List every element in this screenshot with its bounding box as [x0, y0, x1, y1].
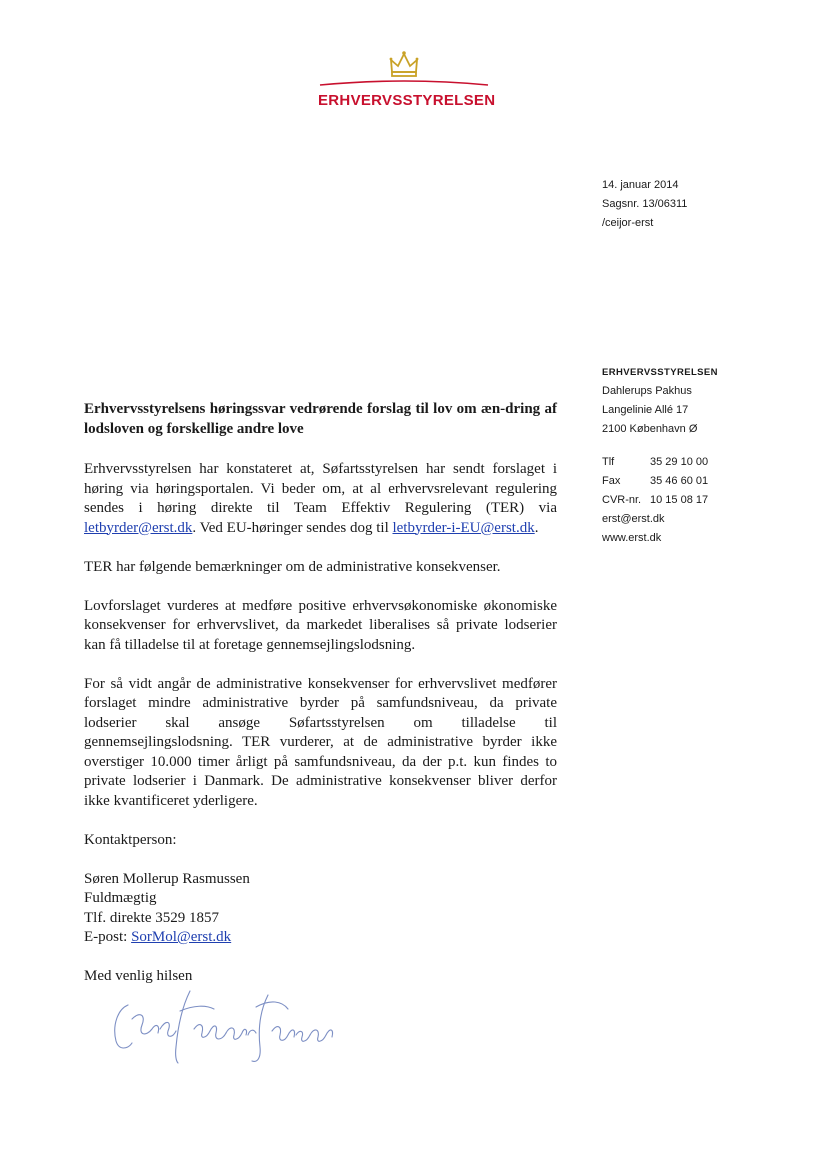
contact-row	[602, 472, 708, 491]
contact-row	[602, 491, 708, 510]
contact-label: CVR-nr.	[602, 494, 642, 506]
sender-website: www.erst.dk	[602, 532, 662, 544]
paragraph-text: . Ved EU-høringer sendes dog til	[192, 519, 393, 536]
contact-email-link[interactable]: SorMol@erst.dk	[131, 929, 232, 945]
contact-heading: Kontaktperson:	[84, 831, 177, 848]
contact-person	[84, 870, 557, 948]
sender-address-line: 2100 København Ø	[602, 423, 698, 435]
contact-name: Søren Mollerup Rasmussen	[84, 870, 250, 887]
sender-address-line: Langelinie Allé 17	[602, 404, 689, 416]
contact-label: Fax	[602, 475, 621, 487]
contact-label: Tlf	[602, 456, 615, 468]
paragraph-ter-remarks: TER har følgende bemærkninger om de administrative konsekvenser.	[84, 558, 501, 575]
paragraph-economic-consequences: Lovforslaget vurderes at medføre positive erhvervsøkonomiske økonomiske konsekvenser for erhvervslivet, da markedet liberalises så private lodserier kan få tilladelse til at foretage gennemsejlingslodsning.	[84, 597, 557, 653]
paragraph-administrative-consequences: For så vidt angår de administrative konsekvenser for erhvervslivet medfører forslaget mindre administrative byrder på samfundsniveau, da private lodserier skal ansøge Søfartsstyrelsen om tilladelse til gennemsejlingslodsning. TER vurderer, at de administrative byrder ikke overstiger 10.000 timer årligt på samfundsniveau, da der p.t. kun findes to private lodserier i Danmark. De administrative konsekvenser bliver derfor ikke kvantificeret yderligere.	[84, 675, 557, 809]
contact-phone: Tlf. direkte 3529 1857	[84, 909, 219, 926]
paragraph-intro	[84, 460, 557, 538]
letterhead-logo	[318, 50, 496, 114]
paragraph-text: .	[534, 519, 539, 536]
contact-row	[602, 453, 708, 472]
contact-email-label: E-post:	[84, 929, 132, 945]
sender-block	[602, 363, 718, 548]
sender-email: erst@erst.dk	[602, 513, 665, 525]
letter-date: 14. januar 2014	[602, 179, 679, 191]
closing: Med venlig hilsen	[84, 968, 193, 984]
reference: /ceijor-erst	[602, 217, 654, 229]
case-number: Sagsnr. 13/06311	[602, 198, 688, 210]
sender-address-line: Dahlerups Pakhus	[602, 385, 692, 397]
contact-value: 35 29 10 00	[650, 456, 709, 468]
sender-org: ERHVERVSSTYRELSEN	[602, 367, 718, 378]
contact-table	[602, 453, 708, 510]
logo-org-name: ERHVERVSSTYRELSEN	[318, 92, 496, 109]
email-link-letbyrder[interactable]: letbyrder@erst.dk	[84, 519, 193, 536]
contact-value: 35 46 60 01	[650, 475, 709, 487]
paragraph-text: Erhvervsstyrelsen har konstateret at, Søfartsstyrelsen har sendt forslaget i høring via høringsportalen. Vi beder om, at al erhvervsrelevant regulering sendes i høring direkte til Team Effektiv Regulering (TER) via	[84, 461, 557, 516]
contact-title: Fuldmægtig	[84, 890, 157, 906]
contact-value: 10 15 08 17	[650, 494, 709, 506]
letter-body	[84, 400, 557, 1006]
handwritten-signature	[110, 985, 340, 1065]
letter-title: Erhvervsstyrelsens høringssvar vedrørende forslag til lov om æn-dring af lodsloven og forskellige andre love	[84, 401, 557, 437]
letter-meta	[602, 176, 687, 233]
email-link-letbyrder-eu[interactable]: letbyrder-i-EU@erst.dk	[392, 519, 535, 536]
